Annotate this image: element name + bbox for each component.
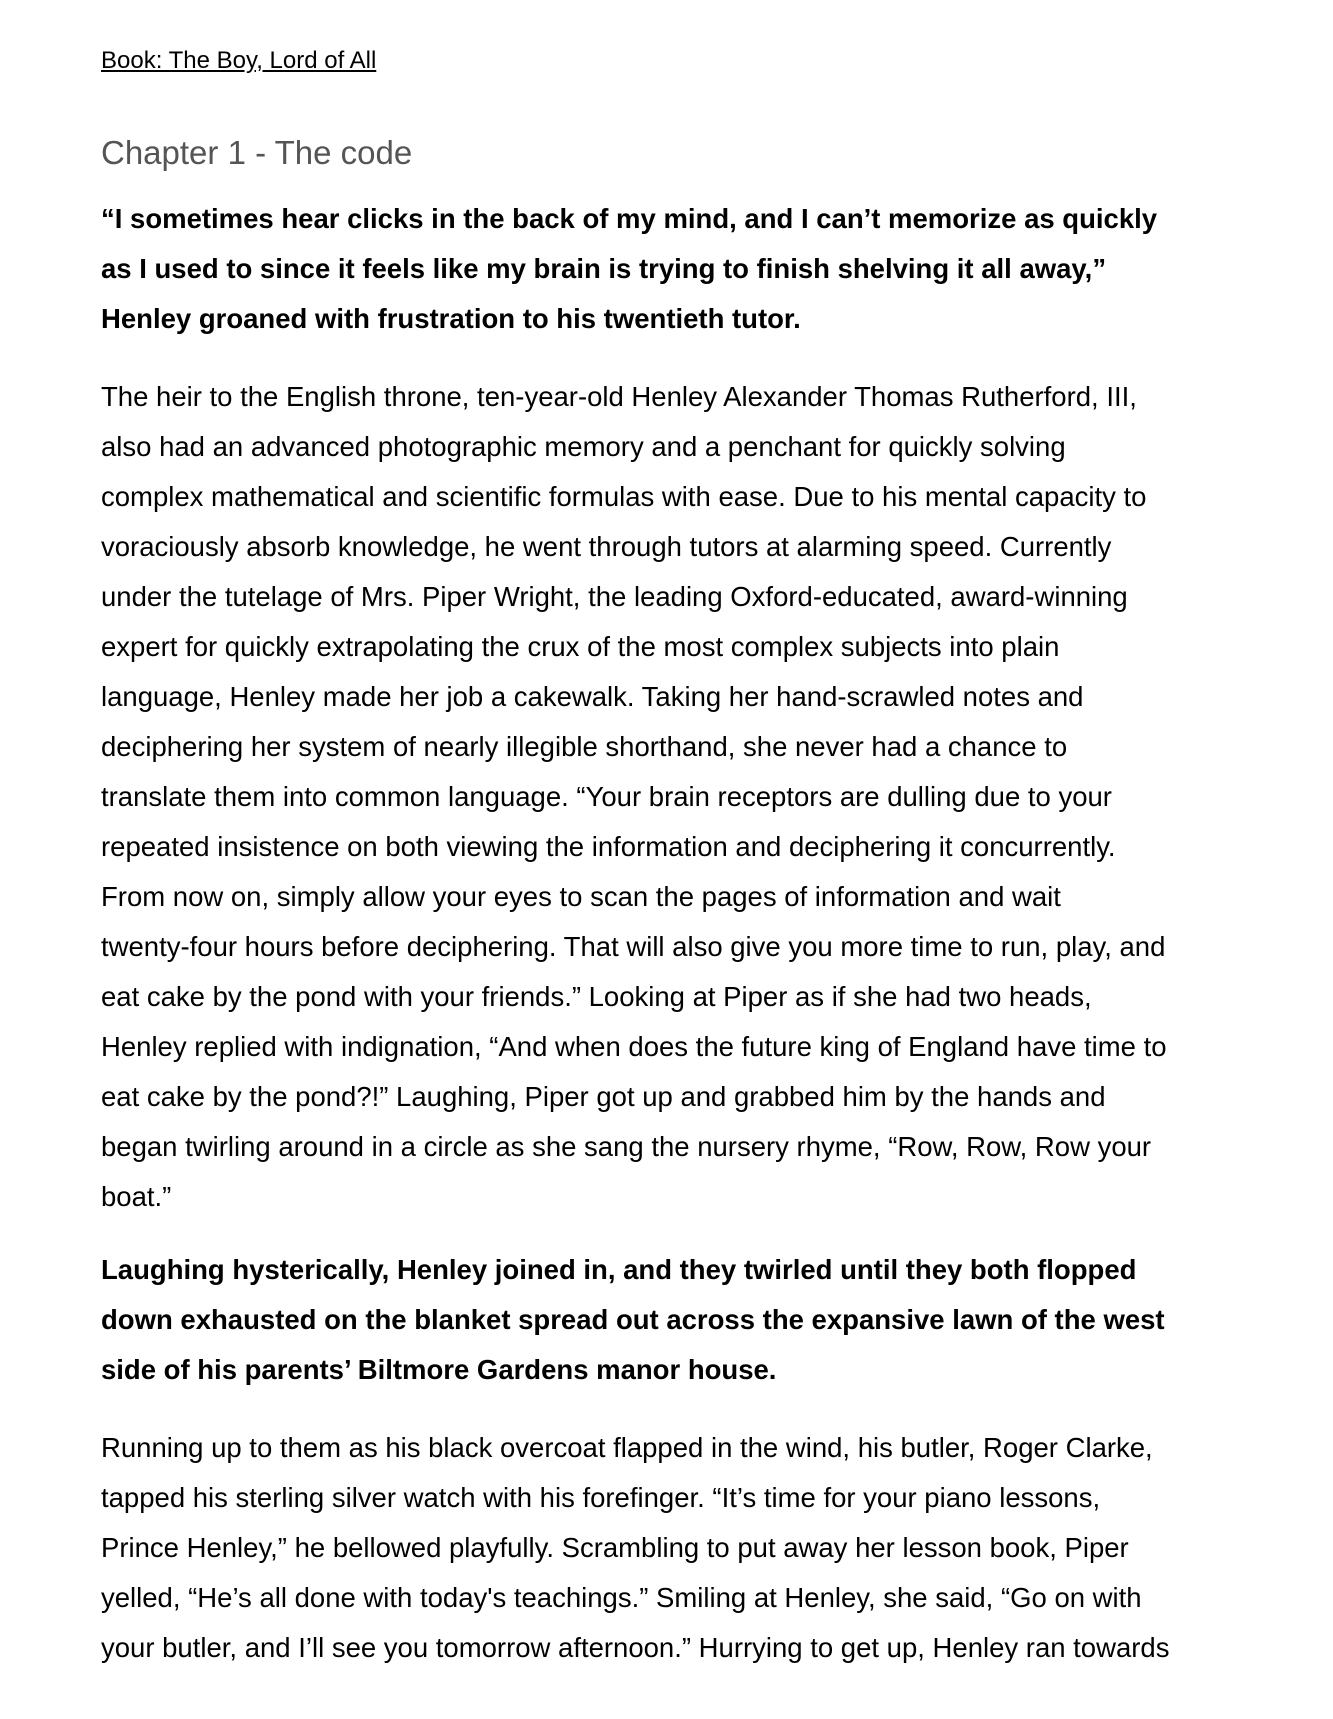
paragraph-3 [101, 1245, 1241, 1395]
text-line: language, Henley made her job a cakewalk. Taking her hand-scrawled notes and [101, 681, 1084, 712]
text-line: Laughing hysterically, Henley joined in, and they twirled until they both flopped [101, 1254, 1137, 1285]
chapter-heading: Chapter 1 - The code [101, 134, 413, 171]
text-line: Henley groaned with frustration to his twentieth tutor. [101, 303, 801, 334]
text-line: down exhausted on the blanket spread out across the expansive lawn of the west [101, 1304, 1165, 1335]
text-line: Running up to them as his black overcoat flapped in the wind, his butler, Roger Clarke, [101, 1432, 1153, 1463]
text-line: repeated insistence on both viewing the information and deciphering it concurrently. [101, 831, 1116, 862]
text-line: complex mathematical and scientific formulas with ease. Due to his mental capacity to [101, 481, 1147, 512]
text-line: as I used to since it feels like my brain is trying to finish shelving it all away,” [101, 253, 1107, 284]
text-line: side of his parents’ Biltmore Gardens manor house. [101, 1354, 777, 1385]
text-line: also had an advanced photographic memory and a penchant for quickly solving [101, 431, 1066, 462]
text-line: deciphering her system of nearly illegible shorthand, she never had a chance to [101, 731, 1068, 762]
text-line: began twirling around in a circle as she sang the nursery rhyme, “Row, Row, Row your [101, 1131, 1152, 1162]
text-line: “I sometimes hear clicks in the back of my mind, and I can’t memorize as quickly [101, 203, 1158, 234]
paragraph-4 [101, 1423, 1241, 1673]
text-line: boat.” [101, 1181, 172, 1212]
text-line: under the tutelage of Mrs. Piper Wright, the leading Oxford-educated, award-winning [101, 581, 1128, 612]
text-line: From now on, simply allow your eyes to scan the pages of information and wait [101, 881, 1061, 912]
text-line: tapped his sterling silver watch with his forefinger. “It’s time for your piano lessons, [101, 1482, 1101, 1513]
text-line: Henley replied with indignation, “And when does the future king of England have time to [101, 1031, 1167, 1062]
text-line: Prince Henley,” he bellowed playfully. Scrambling to put away her lesson book, Piper [101, 1532, 1129, 1563]
text-line: translate them into common language. “Your brain receptors are dulling due to your [101, 781, 1112, 812]
text-line: your butler, and I’ll see you tomorrow afternoon.” Hurrying to get up, Henley ran towards [101, 1632, 1170, 1663]
book-title-link[interactable]: Book: The Boy, Lord of All [101, 47, 377, 74]
text-line: twenty-four hours before deciphering. That will also give you more time to run, play, and [101, 931, 1166, 962]
paragraph-2 [101, 372, 1241, 1222]
text-line: eat cake by the pond?!” Laughing, Piper got up and grabbed him by the hands and [101, 1081, 1106, 1112]
text-line: yelled, “He’s all done with today's teachings.” Smiling at Henley, she said, “Go on with [101, 1582, 1142, 1613]
text-line: expert for quickly extrapolating the crux of the most complex subjects into plain [101, 631, 1060, 662]
text-line: The heir to the English throne, ten-year-old Henley Alexander Thomas Rutherford, III, [101, 381, 1137, 412]
text-line: eat cake by the pond with your friends.” Looking at Piper as if she had two heads, [101, 981, 1092, 1012]
paragraph-1 [101, 194, 1241, 344]
text-line: voraciously absorb knowledge, he went through tutors at alarming speed. Currently [101, 531, 1112, 562]
